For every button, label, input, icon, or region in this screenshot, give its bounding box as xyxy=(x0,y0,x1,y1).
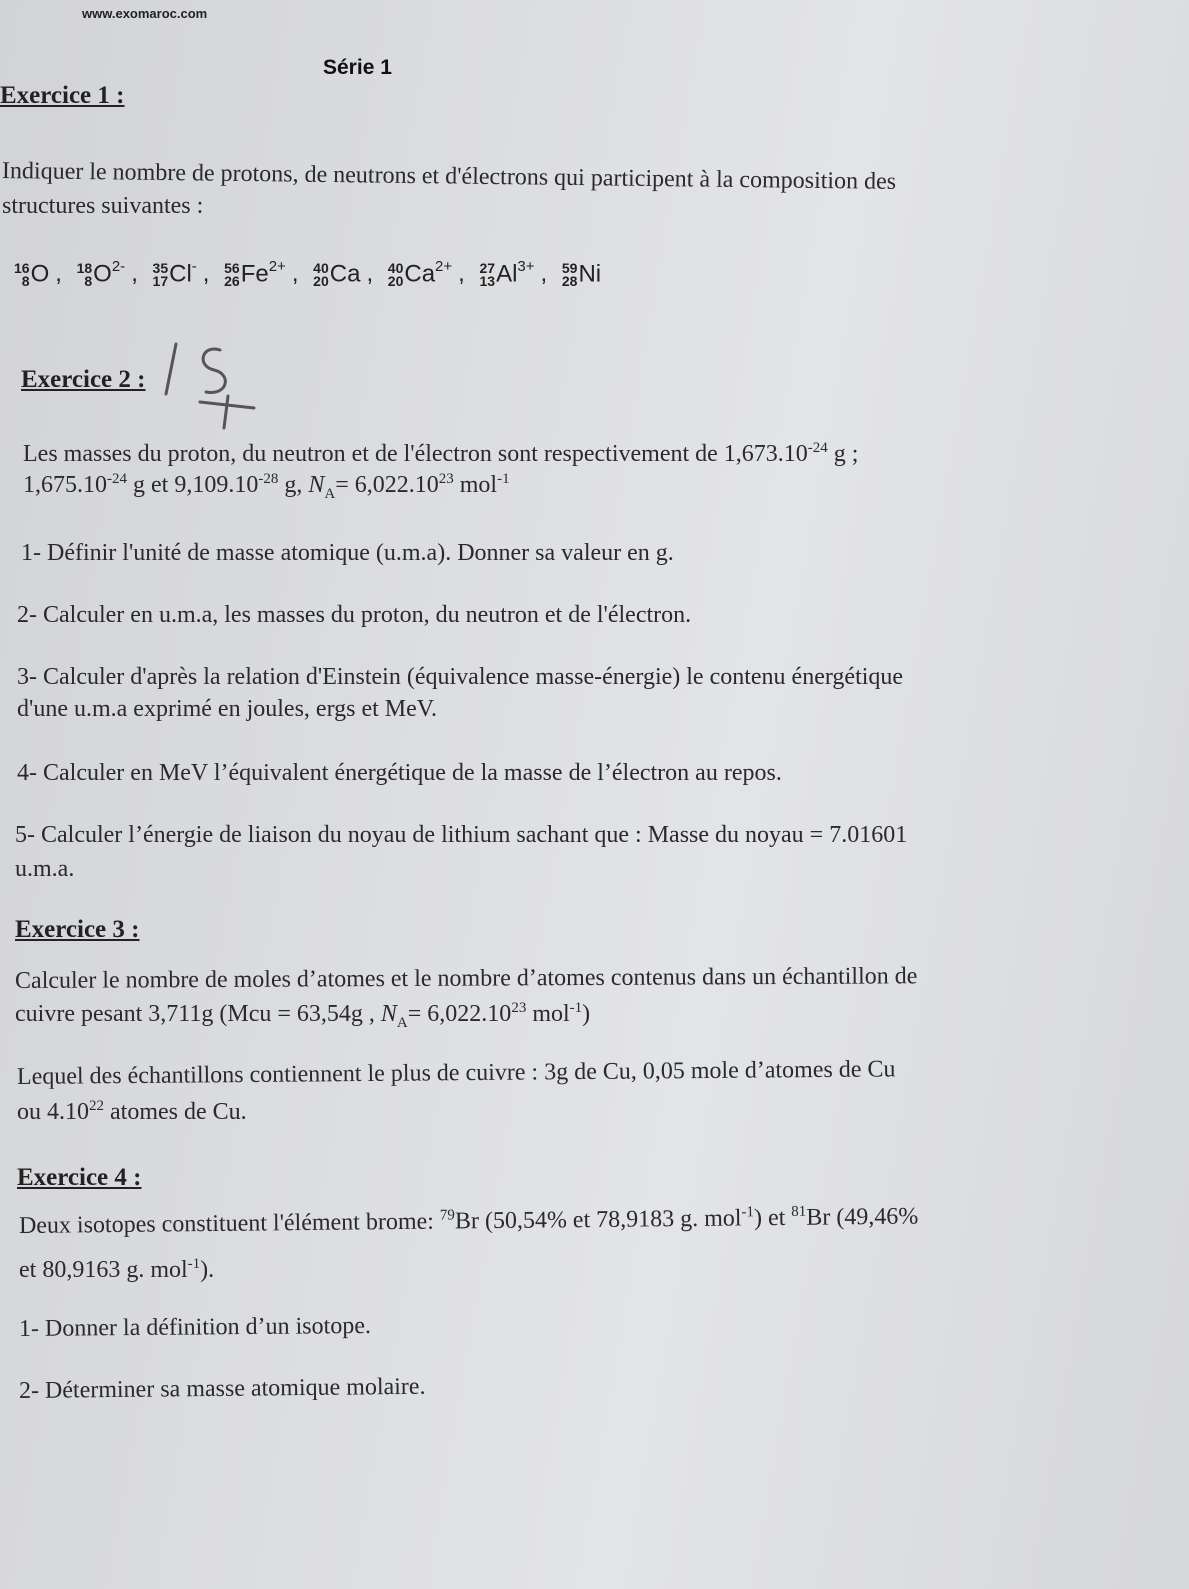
exercise-2-intro-line-2: $1,675.10^{-24}$ g et $9,109.10^{-28}$ g, $N_A= 6,022.10^{23}$ mol$^{-1}$ xyxy=(23,471,510,502)
nuclide-ni59: 59 28 Ni xyxy=(561,259,602,289)
exercise-3-paragraph-2-line-1: Lequel des échantillons contiennent le plus de cuivre : 3g de Cu, 0,05 mole d’atomes de Cu xyxy=(16,1056,896,1090)
exercise-2-heading: Exercice 2 : xyxy=(21,366,146,393)
nuclide-list: 16 8 O , 18 8 $O^{2-}$ , 35 17 Cl- , 56 26 $Fe^{2+}$ , 40 20 Ca , 40 20 $Ca^{2+}$ , 27 13 $Al^{3+}$ , 59 28 Ni xyxy=(14,258,602,289)
exercise-2-question-5-line-1: 5- Calculer l’énergie de liaison du noyau de lithium sachant que : Masse du noyau = 7.01601 xyxy=(15,822,908,848)
exercise-4-heading: Exercice 4 : xyxy=(17,1164,142,1191)
exercise-4-paragraph-line-2: et 80,9163 g. mol$^{-1}$). xyxy=(19,1256,215,1283)
nuclide-ca40: 40 20 Ca xyxy=(313,259,361,289)
exercise-3-paragraph-2-line-2: ou 4.10$^{22}$ atomes de Cu. xyxy=(17,1098,247,1125)
exercise-4-question-1: 1- Donner la définition d’un isotope. xyxy=(18,1312,372,1342)
nuclide-fe56: 56 26 $Fe^{2+}$ xyxy=(224,258,286,289)
exercise-2-question-3-line-1: 3- Calculer d'après la relation d'Einstein (équivalence masse-énergie) le contenu énergétique xyxy=(17,664,904,690)
exercise-1-heading: Exercice 1 : xyxy=(0,82,125,109)
page-title: Série 1 xyxy=(323,56,392,79)
exercise-2-question-2: 2- Calculer en u.m.a, les masses du proton, du neutron et de l'électron. xyxy=(17,602,692,628)
exercise-2-question-1: 1- Définir l'unité de masse atomique (u.m.a). Donner sa valeur en g. xyxy=(21,540,674,566)
nuclide-o18: 18 8 $O^{2-}$ xyxy=(76,258,126,289)
nuclide-ca40-ion: 40 20 $Ca^{2+}$ xyxy=(387,258,453,289)
exercise-3-paragraph-1-line-1: Calculer le nombre de moles d’atomes et le nombre d’atomes contenus dans un échantillon de xyxy=(14,963,918,994)
exercise-4-paragraph-line-1: Deux isotopes constituent l'élément brome: $^{79}$Br (50,54% et 78,9183 g. mol$^{-1}$) et $^{81}$Br (49,46% xyxy=(18,1203,919,1239)
exercise-1-line-2: structures suivantes : xyxy=(2,193,204,219)
nuclide-o16: 16 8 O xyxy=(14,259,50,289)
exercise-2-intro-line-1: Les masses du proton, du neutron et de l'électron sont respectivement de $1,673.10^{-24}$ g ; xyxy=(23,440,859,467)
exercise-3-heading: Exercice 3 : xyxy=(15,916,140,943)
handwritten-mark-icon xyxy=(162,340,262,430)
exercise-2-question-4: 4- Calculer en MeV l’équivalent énergétique de la masse de l’électron au repos. xyxy=(17,760,782,786)
exercise-2-question-3-line-2: d'une u.m.a exprimé en joules, ergs et MeV. xyxy=(17,696,438,722)
site-url: www.exomaroc.com xyxy=(82,6,208,21)
exercise-2-question-5-line-2: u.m.a. xyxy=(15,856,75,882)
exercise-1-line-1: Indiquer le nombre de protons, de neutrons et d'électrons qui participent à la composition des xyxy=(1,158,897,195)
exercise-3-paragraph-1-line-2: cuivre pesant 3,711g (Mcu = 63,54g , $N_A= 6,022.10^{23}$ mol$^{-1}$) xyxy=(15,1000,591,1031)
nuclide-cl35: 35 17 Cl- xyxy=(152,258,197,289)
nuclide-al27: 27 13 $Al^{3+}$ xyxy=(479,258,535,289)
exercise-4-question-2: 2- Déterminer sa masse atomique molaire. xyxy=(18,1373,426,1404)
